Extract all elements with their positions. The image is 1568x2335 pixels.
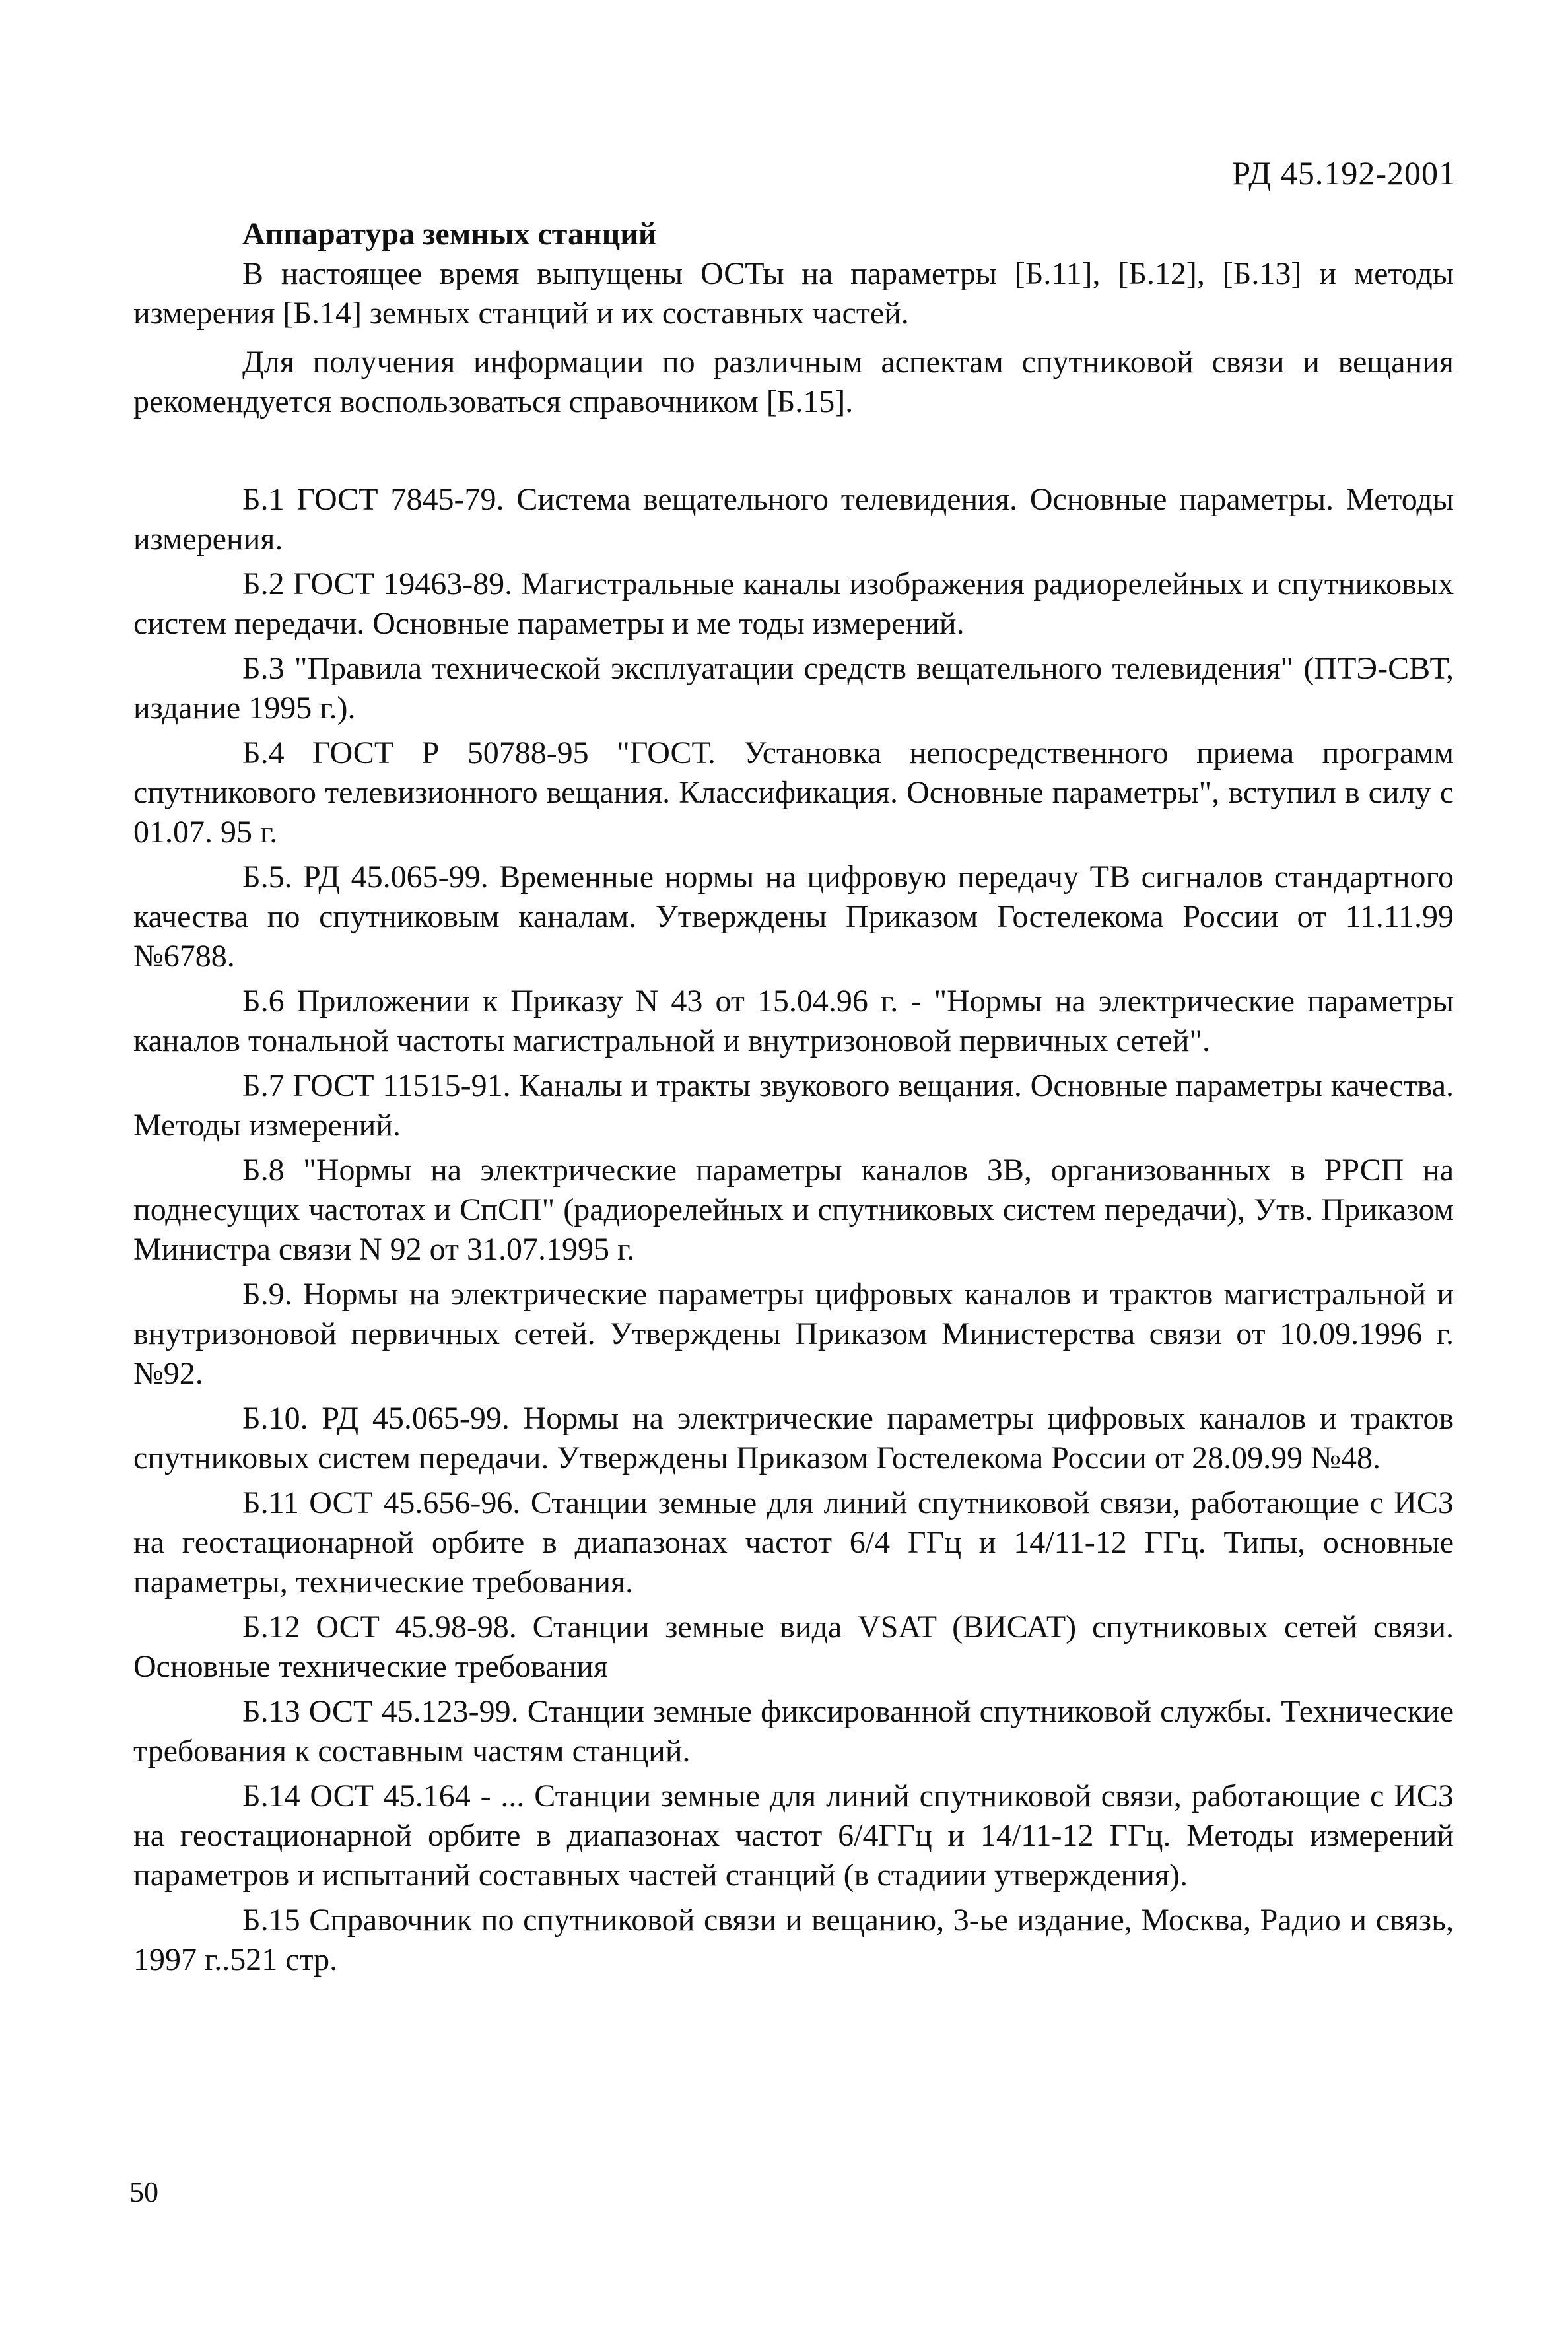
- intro-paragraph: В настоящее время выпущены ОСТы на параметры [Б.11], [Б.12], [Б.13] и методы измерения [Б.14] земных станций и их составных частей.: [133, 256, 1454, 331]
- reference-item: Б.7 ГОСТ 11515-91. Каналы и тракты звукового вещания. Основные параметры качества. Методы измерений.: [133, 1068, 1454, 1143]
- reference-item: Б.12 ОСТ 45.98-98. Станции земные вида VSAT (ВИСАТ) спутниковых сетей связи. Основные технические требования: [133, 1609, 1454, 1684]
- reference-item: Б.11 ОСТ 45.656-96. Станции земные для линий спутниковой связи, работающие с ИСЗ на геостационарной орбите в диапазонах частот 6/4 ГГц и 14/11-12 ГГц. Типы, основные параметры, технические требования.: [133, 1485, 1454, 1600]
- section-heading: Аппаратура земных станций: [242, 217, 657, 252]
- page-content: [133, 215, 1454, 1985]
- document-code: РД 45.192-2001: [1232, 154, 1456, 191]
- reference-item: Б.13 ОСТ 45.123-99. Станции земные фиксированной спутниковой службы. Технические требования к составным частям станций.: [133, 1694, 1454, 1769]
- reference-item: Б.8 "Нормы на электрические параметры каналов ЗВ, организованных в РРСП на поднесущих частотах и СпСП" (радиорелейных и спутниковых систем передачи), Утв. Приказом Министра связи N 92 от 31.07.1995 г.: [133, 1153, 1454, 1267]
- reference-item: Б.9. Нормы на электрические параметры цифровых каналов и трактов магистральной и внутризоновой первичных сетей. Утверждены Приказом Министерства связи от 10.09.1996 г. №92.: [133, 1277, 1454, 1391]
- reference-item: Б.10. РД 45.065-99. Нормы на электрические параметры цифровых каналов и трактов спутниковых систем передачи. Утверждены Приказом Гостелекома России от 28.09.99 №48.: [133, 1401, 1454, 1475]
- references-list: [133, 480, 1454, 1980]
- reference-item: Б.14 ОСТ 45.164 - ... Станции земные для линий спутниковой связи, работающие с ИСЗ на геостационарной орбите в диапазонах частот 6/4ГГц и 14/11-12 ГГц. Методы измерений параметров и испытаний составных частей станций (в стадиии утверждения).: [133, 1778, 1454, 1893]
- reference-item: Б.5. РД 45.065-99. Временные нормы на цифровую передачу ТВ сигналов стандартного качества по спутниковым каналам. Утверждены Приказом Гостелекома России от 11.11.99 №6788.: [133, 860, 1454, 974]
- page-number: 50: [129, 2176, 158, 2208]
- reference-item: Б.2 ГОСТ 19463-89. Магистральные каналы изображения радиорелейных и спутниковых систем передачи. Основные параметры и ме тоды измерений.: [133, 566, 1454, 641]
- reference-item: Б.3 "Правила технической эксплуатации средств вещательного телевидения" (ПТЭ-СВТ, издание 1995 г.).: [133, 651, 1454, 726]
- intro-paragraph: Для получения информации по различным аспектам спутниковой связи и вещания рекомендуется воспользоваться справочником [Б.15].: [133, 345, 1454, 419]
- reference-item: Б.1 ГОСТ 7845-79. Система вещательного телевидения. Основные параметры. Методы измерения.: [133, 482, 1454, 557]
- reference-item: Б.15 Справочник по спутниковой связи и вещанию, 3-ье издание, Москва, Радио и связь, 1997 г..521 стр.: [133, 1903, 1454, 1977]
- reference-item: Б.6 Приложении к Приказу N 43 от 15.04.96 г. - "Нормы на электрические параметры каналов тональной частоты магистральной и внутризоновой первичных сетей".: [133, 984, 1454, 1058]
- reference-item: Б.4 ГОСТ Р 50788-95 "ГОСТ. Установка непосредственного приема программ спутникового телевизионного вещания. Классификация. Основные параметры", вступил в силу с 01.07. 95 г.: [133, 735, 1454, 850]
